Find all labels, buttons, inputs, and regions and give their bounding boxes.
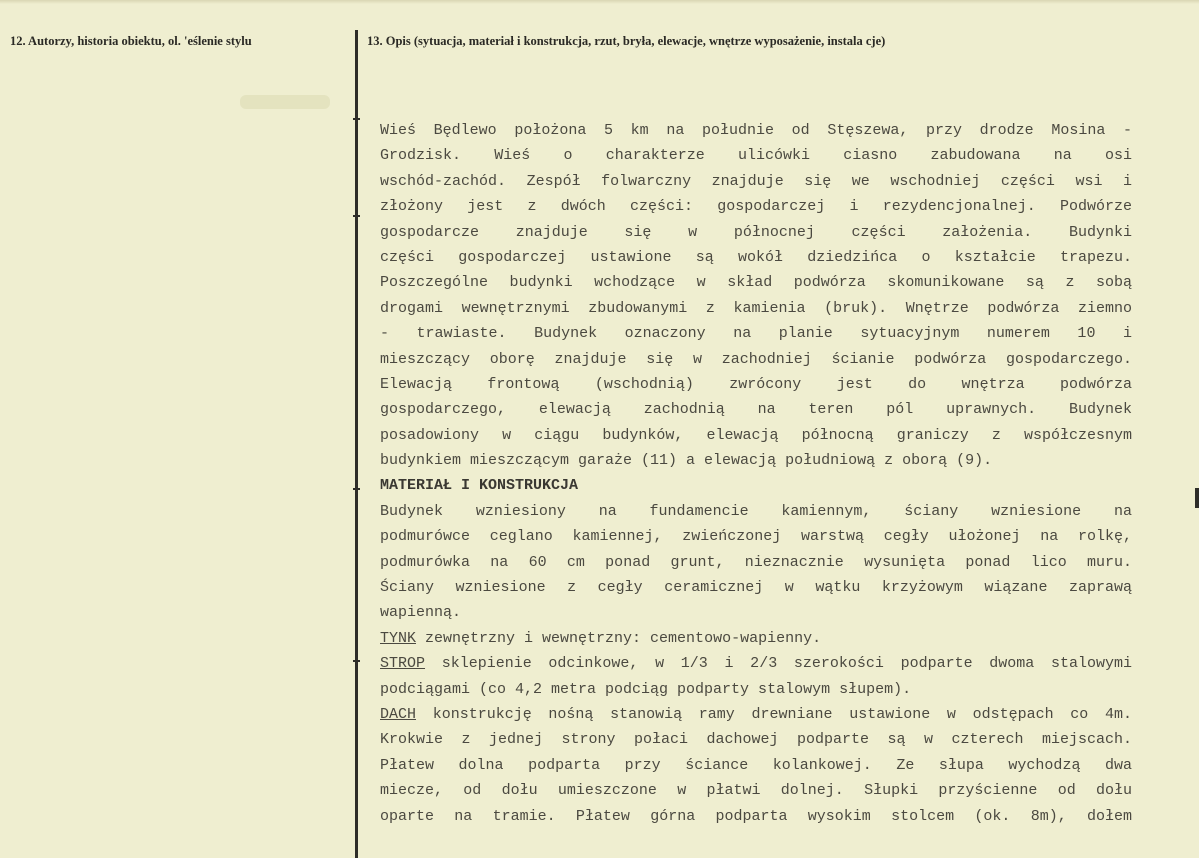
dach-paragraph (380, 702, 1132, 727)
text-line: wschód-zachód. Zespół folwarczny znajduje się we wschodniej części wsi i (380, 172, 1132, 190)
text-line: - trawiaste. Budynek oznaczony na planie sytuacyjnym numerem 10 i (380, 325, 1132, 343)
dach-text: konstrukcję nośną stanowią ramy drewniane ustawione w odstępach co 4m. (416, 705, 1132, 723)
text-line: Płatew dolna podparta przy ściance kolankowej. Ze słupa wychodzą dwa (380, 756, 1132, 774)
text-line: mieszczący oborę znajduje się w zachodniej ścianie podwórza gospodarczego. (380, 350, 1132, 368)
column-divider (355, 30, 358, 858)
strop-paragraph (380, 651, 1132, 676)
section-12-title: 12. Autorzy, historia obiektu, ol. 'eślenie stylu (10, 34, 252, 48)
edge-mark (1195, 488, 1199, 508)
text-line: podmurówka na 60 cm ponad grunt, nieznacznie wysunięta ponad lico muru. (380, 553, 1132, 571)
text-line: oparte na tramie. Płatew górna podparta wysokim stolcem (ok. 8m), dołem (380, 807, 1132, 825)
text-line: Budynek wzniesiony na fundamencie kamiennym, ściany wzniesione na (380, 502, 1132, 520)
text-line: Ściany wzniesione z cegły ceramicznej w wątku krzyżowym wiązane zaprawą (380, 579, 1132, 597)
divider-tick (353, 118, 360, 120)
text-line: złożony jest z dwóch części: gospodarczej i rezydencjonalnej. Podwórze (380, 198, 1132, 216)
text-line: gospodarczego, elewacją zachodnią na teren pól uprawnych. Budynek (380, 401, 1132, 419)
text-line: gospodarcze znajduje się w północnej części założenia. Budynki (380, 223, 1132, 241)
tynk-paragraph (380, 626, 1132, 651)
text-line: części gospodarczej ustawione są wokół dziedzińca o kształcie trapezu. (380, 248, 1132, 266)
text-line: miecze, od dołu umieszczone w płatwi dolnej. Słupki przyścienne od dołu (380, 782, 1132, 800)
text-line: drogami wewnętrznymi zbudowanymi z kamienia (bruk). Wnętrze podwórza ziemno (380, 299, 1132, 317)
text-line: Krokwie z jednej strony połaci dachowej podparte są w czterech miejscach. (380, 731, 1132, 749)
description-text (380, 118, 1132, 829)
paper-stain (240, 95, 330, 109)
text-line: budynkiem mieszczącym garaże (11) a elewacją południową z oborą (9). (380, 452, 993, 470)
tynk-text: zewnętrzny i wewnętrzny: cementowo-wapienny. (416, 629, 822, 647)
dach-label: DACH (380, 705, 417, 723)
text-line: Elewacją frontową (wschodnią) zwrócony jest do wnętrza podwórza (380, 375, 1132, 393)
strop-label: STROP (380, 655, 426, 673)
section-heading-material: MATERIAŁ I KONSTRUKCJA (380, 477, 579, 495)
text-line: wapienną. (380, 604, 462, 622)
text-line: podciągami (co 4,2 metra podciąg podparty stalowym słupem). (380, 680, 912, 698)
text-line: Grodzisk. Wieś o charakterze ulicówki ciasno zabudowana na osi (380, 147, 1132, 165)
text-line: Wieś Będlewo położona 5 km na południe od Stęszewa, przy drodze Mosina - (380, 122, 1132, 139)
text-line: Poszczególne budynki wchodzące w skład podwórza skomunikowane są z sobą (380, 274, 1132, 292)
divider-tick (353, 215, 360, 217)
text-line: podmurówce ceglano kamiennej, zwieńczonej warstwą cegły ułożonej na rolkę, (380, 528, 1132, 546)
strop-text: sklepienie odcinkowe, w 1/3 i 2/3 szerokości podparte dwoma stalowymi (425, 655, 1132, 673)
paper-top-edge (0, 0, 1199, 4)
section-13-title: 13. Opis (sytuacja, materiał i konstrukcja, rzut, bryła, elewacje, wnętrze wyposażenie, instala cje) (367, 34, 886, 48)
divider-tick (353, 660, 360, 662)
text-line: posadowiony w ciągu budynków, elewacją północną graniczy z współczesnym (380, 426, 1132, 444)
tynk-label: TYNK (380, 629, 417, 647)
divider-tick (353, 488, 360, 490)
